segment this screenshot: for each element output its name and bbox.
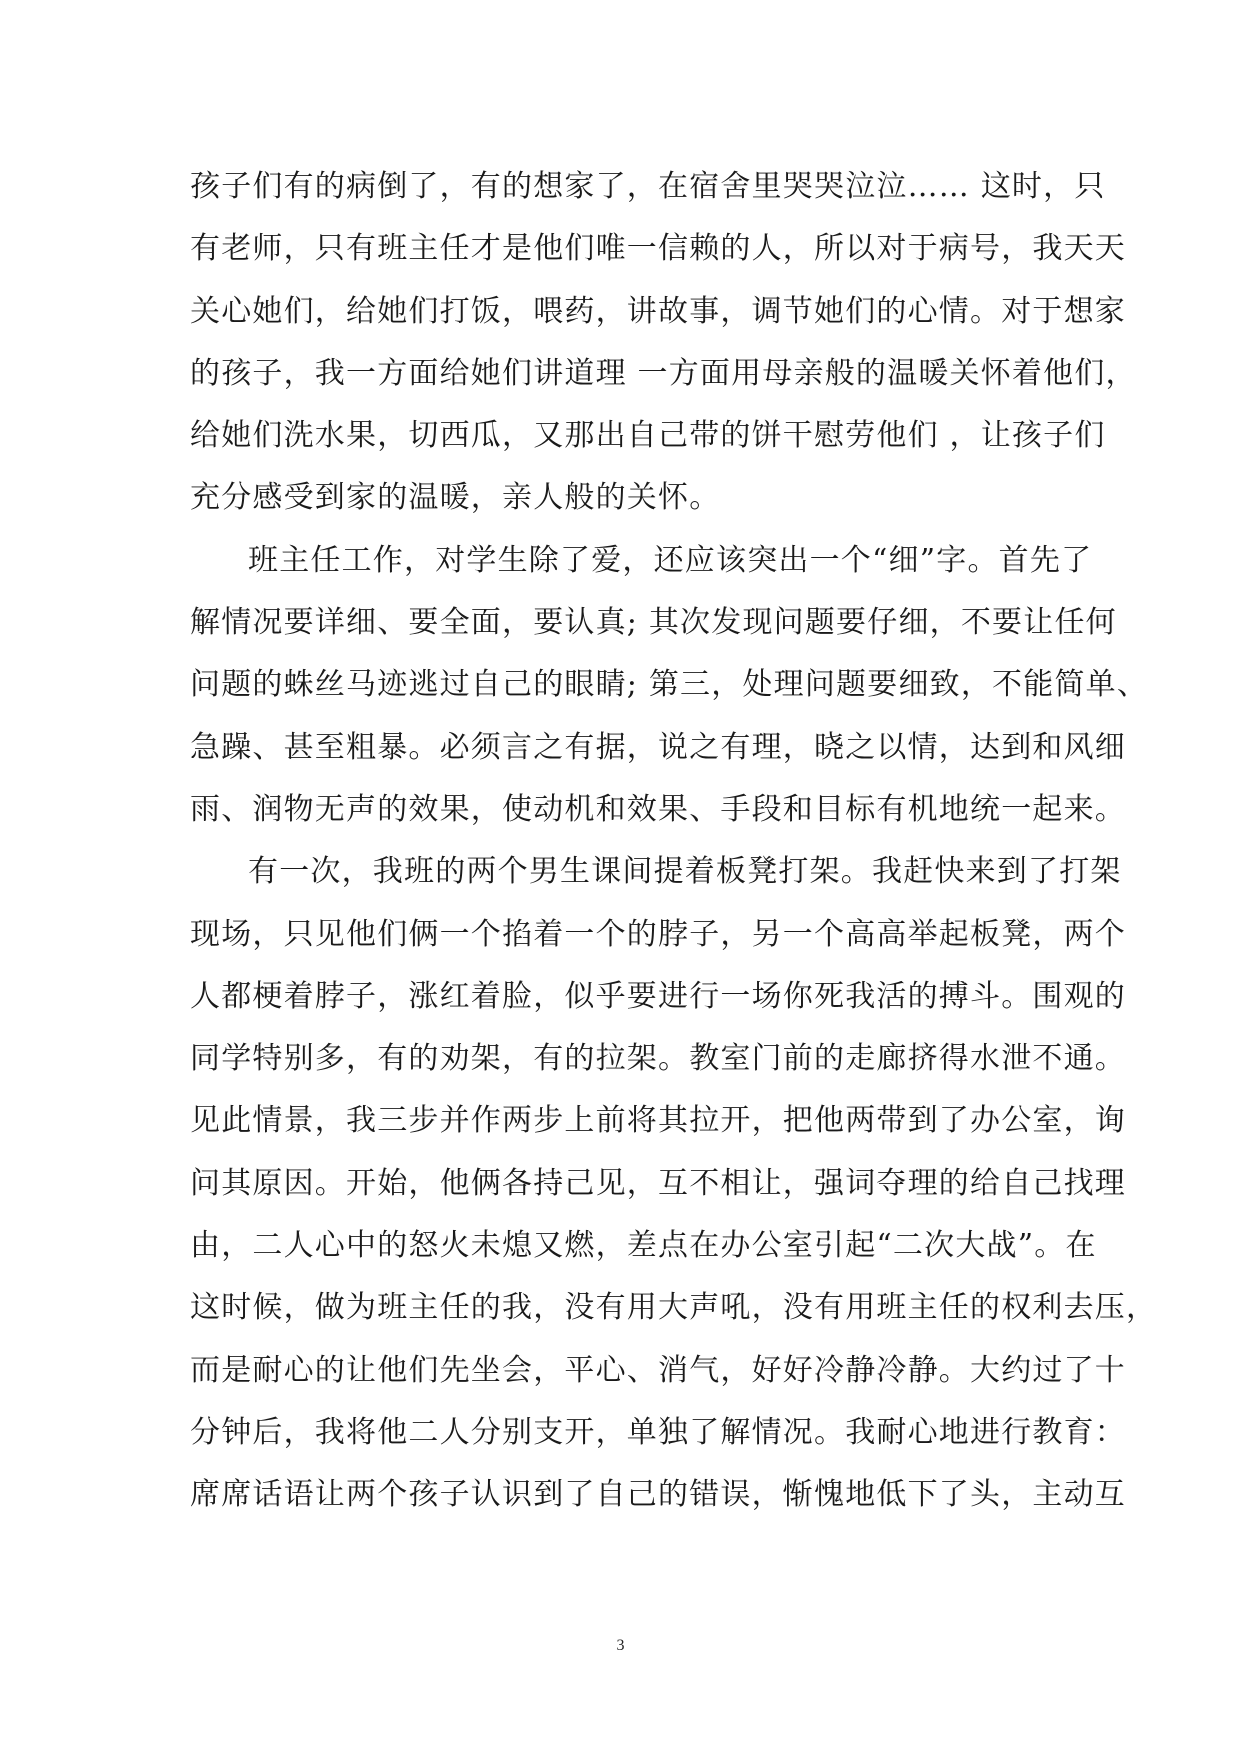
text-line: 孩子们有的病倒了，有的想家了，在宿舍里哭哭泣泣…… 这时，只 (190, 169, 1106, 204)
text-line: 而是耐心的让他们先坐会，平心、消气，好好冷静冷静。大约过了十 (190, 1352, 1126, 1388)
text-line: 充分感受到家的温暖，亲人般的关怀。 (190, 480, 721, 516)
text-line: 席席话语让两个孩子认识到了自己的错误，惭愧地低下了头，主动互 (190, 1477, 1126, 1513)
body-text (190, 156, 1158, 1527)
text-line: 见此情景，我三步并作两步上前将其拉开，把他两带到了办公室，询 (190, 1103, 1126, 1139)
text-line: 这时候，做为班主任的我，没有用大声吼，没有用班主任的权利去压， (190, 1290, 1158, 1326)
text-line: 关心她们，给她们打饭，喂药，讲故事，调节她们的心情。对于想家 (190, 293, 1126, 329)
text-line: 解情况要详细、要全面，要认真; 其次发现问题要仔细，不要让任何 (190, 605, 1117, 641)
text-line: 由，二人心中的怒火未熄又燃，差点在办公室引起“二次大战”。在 (190, 1228, 1097, 1264)
text-line: 人都梗着脖子，涨红着脸，似乎要进行一场你死我活的搏斗。围观的 (190, 978, 1126, 1014)
text-line: 同学特别多，有的劝架，有的拉架。教室门前的走廊挤得水泄不通。 (190, 1041, 1126, 1077)
text-line: 有老师，只有班主任才是他们唯一信赖的人，所以对于病号，我天天 (190, 231, 1126, 267)
text-line: 急躁、甚至粗暴。必须言之有据，说之有理，晓之以情，达到和风细 (190, 729, 1126, 765)
page-number: 3 (616, 1637, 625, 1654)
text-line: 雨、润物无声的效果，使动机和效果、手段和目标有机地统一起来。 (190, 791, 1126, 827)
text-line: 分钟后，我将他二人分别支开，单独了解情况。我耐心地进行教育： (190, 1414, 1126, 1450)
text-line: 问题的蛛丝马迹逃过自己的眼睛; 第三，处理问题要细致，不能简单、 (190, 667, 1149, 703)
paragraph-start-line: 班主任工作，对学生除了爱，还应该突出一个“细”字。首先了 (248, 542, 1093, 578)
text-line: 的孩子，我一方面给她们讲道理 一方面用母亲般的温暖关怀着他们， (190, 355, 1137, 391)
text-line: 问其原因。开始，他俩各持己见，互不相让，强词夺理的给自己找理 (190, 1165, 1126, 1201)
text-line: 现场，只见他们俩一个掐着一个的脖子，另一个高高举起板凳，两个 (190, 916, 1126, 952)
paragraph-start-line: 有一次，我班的两个男生课间提着板凳打架。我赶快来到了打架 (248, 854, 1122, 890)
text-line: 给她们洗水果，切西瓜，又那出自己带的饼干慰劳他们 ，让孩子们 (190, 418, 1106, 454)
